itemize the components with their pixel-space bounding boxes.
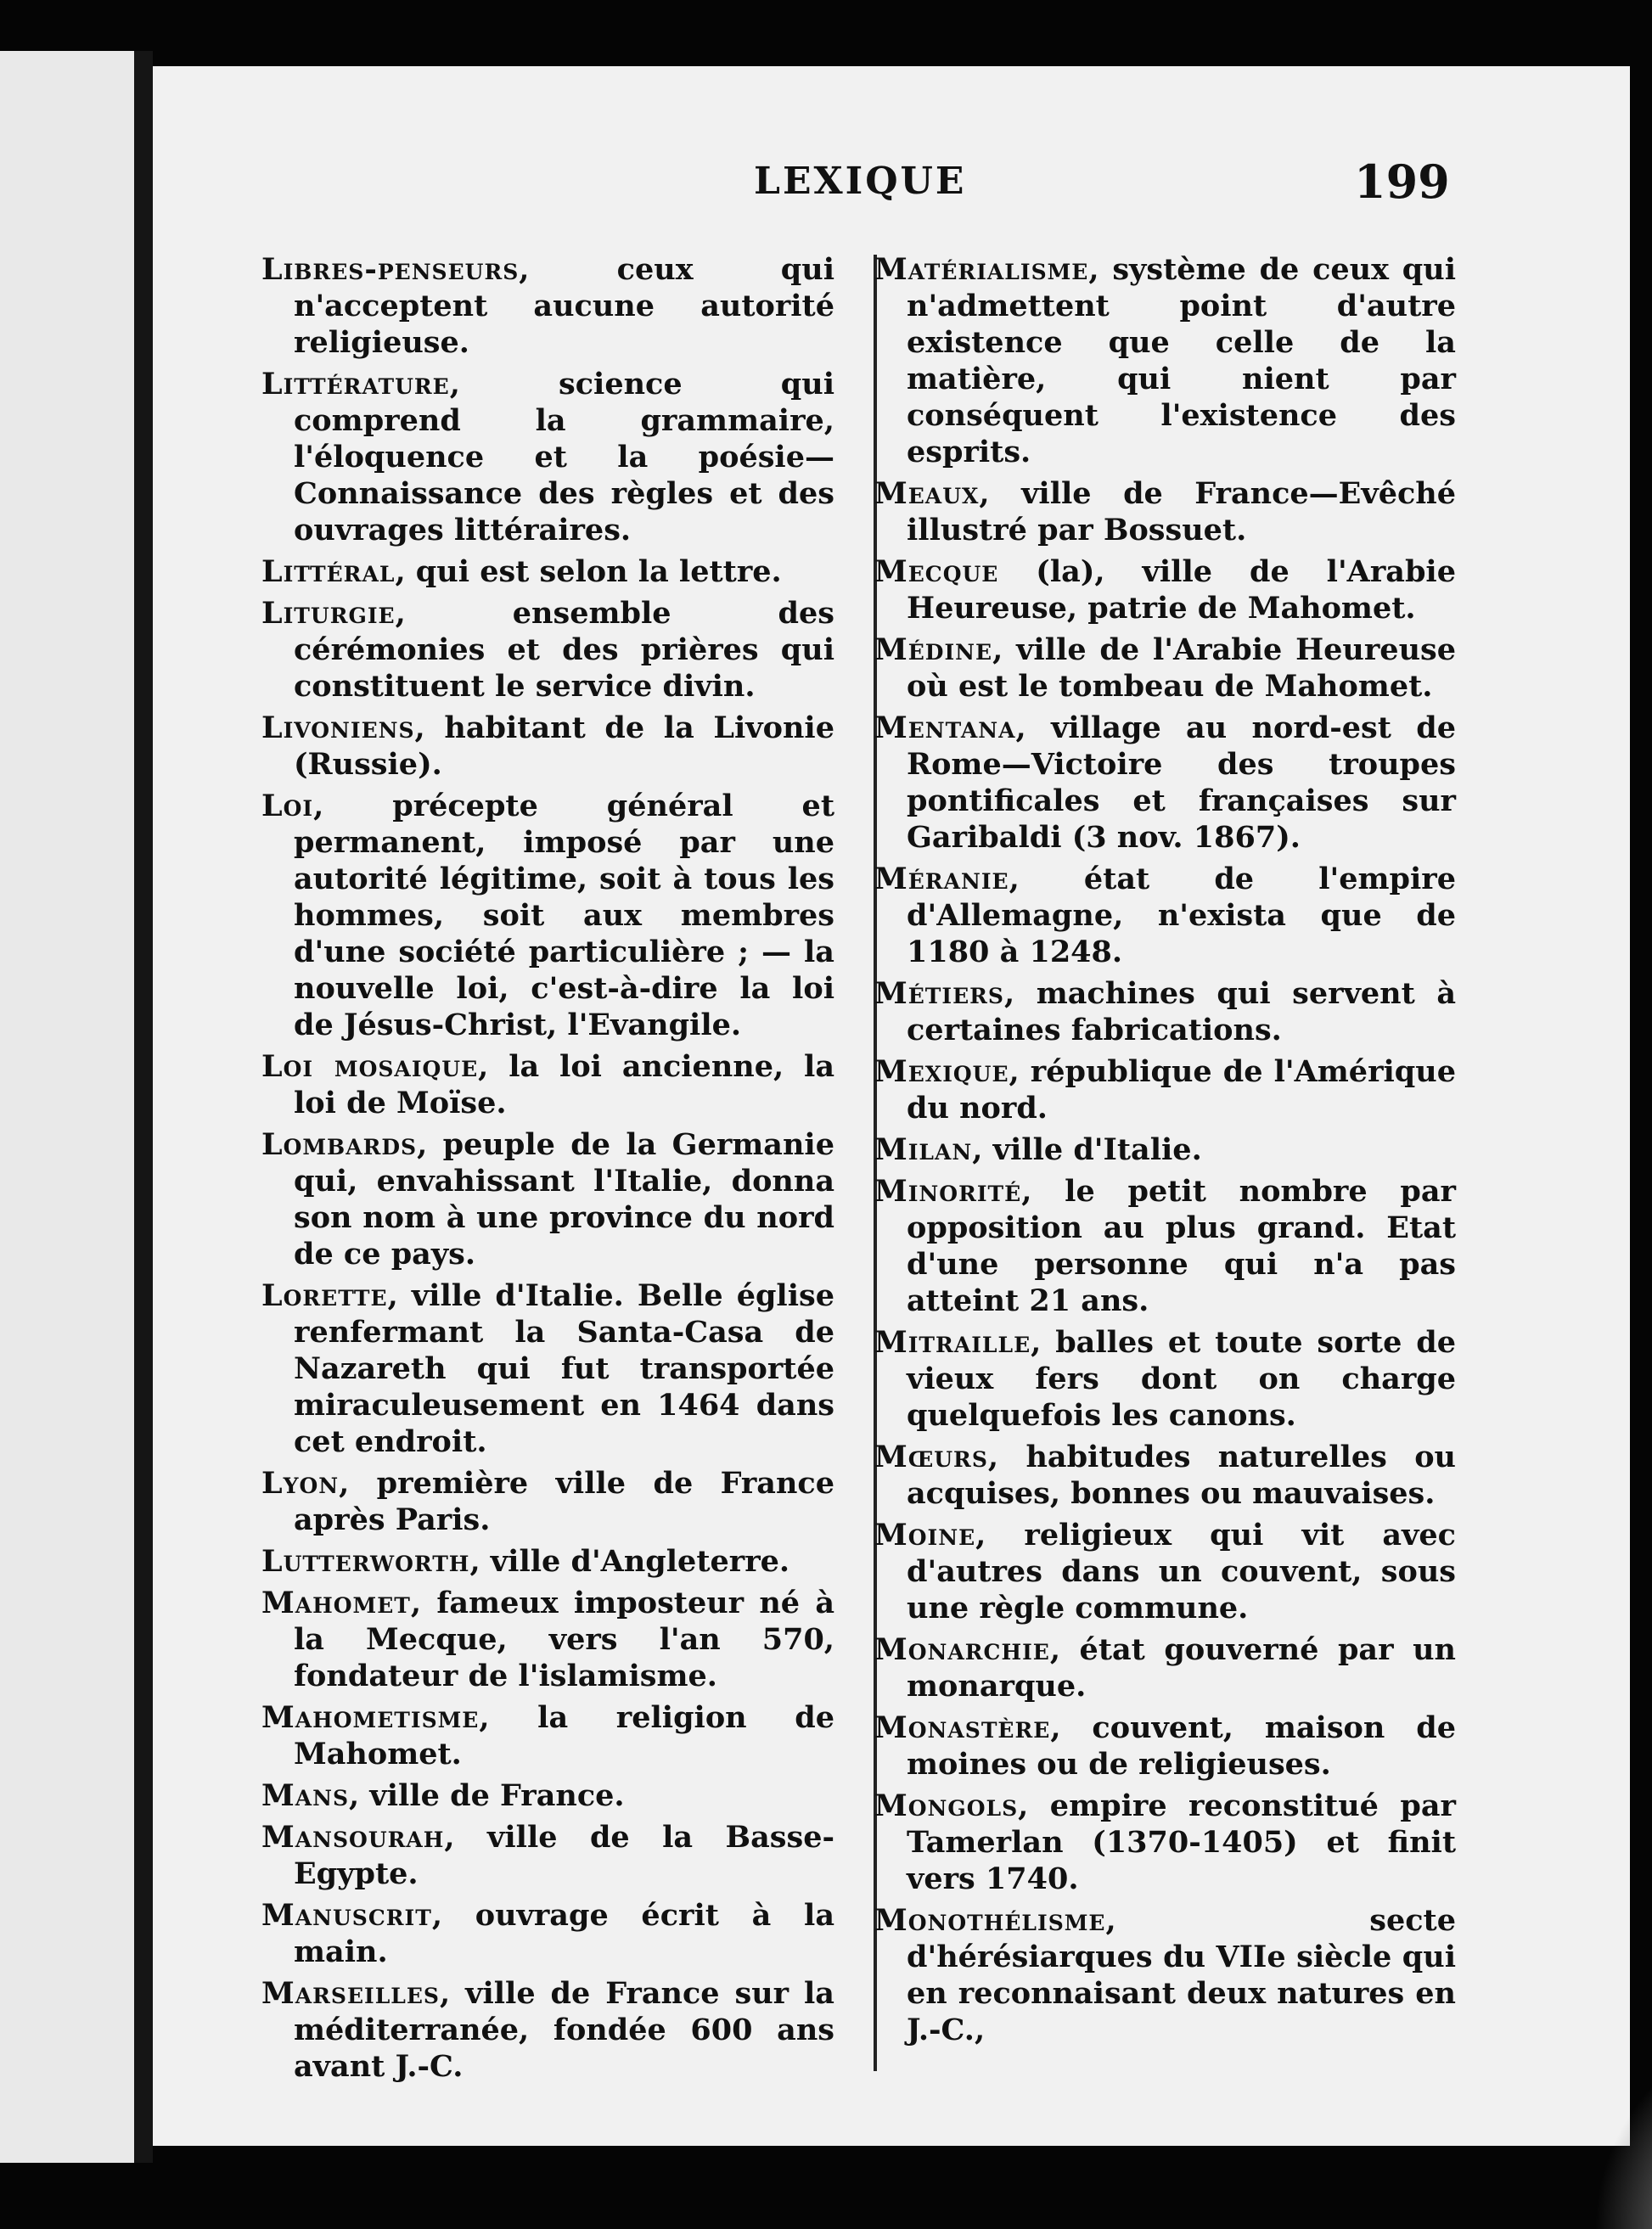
entry-definition: , état de l'empire d'Allemagne, n'exista que de 1180 à 1248. <box>907 862 1456 969</box>
left-column <box>261 251 834 2090</box>
entry-headword: Milan <box>874 1132 973 1167</box>
entry-definition: , ville d'Angleterre. <box>469 1544 790 1579</box>
entry-definition: , peuple de la Germanie qui, envahissant l'Italie, donna son nom à une province du nord de ce pays. <box>294 1127 834 1272</box>
entry-definition: , ville de l'Arabie Heureuse où est le tombeau de Mahomet. <box>907 632 1456 704</box>
entry-headword: Lutterworth <box>261 1544 470 1579</box>
entry-headword: Mans <box>261 1778 350 1813</box>
entry-headword: Lorette <box>261 1278 388 1313</box>
dictionary-entry <box>261 710 834 783</box>
entry-definition: , couvent, maison de moines ou de religieuses. <box>907 1710 1456 1782</box>
entry-headword: Métiers <box>874 976 1004 1011</box>
book-page <box>153 66 1630 2146</box>
entry-headword: Livoniens <box>261 710 415 745</box>
entry-definition: , ville de la Basse-Egypte. <box>294 1820 834 1891</box>
dictionary-entry <box>261 251 834 361</box>
entry-definition: , secte d'hérésiarques du VIIe siècle qui en reconnaisant deux natures en J.-C., <box>907 1903 1456 2047</box>
dictionary-entry <box>874 1902 1456 2048</box>
dictionary-entry <box>874 861 1456 970</box>
entry-headword: Mongols <box>874 1788 1019 1823</box>
dictionary-entry <box>261 1819 834 1892</box>
entry-definition: , machines qui servent à certaines fabrications. <box>907 976 1456 1047</box>
dictionary-entry <box>261 1126 834 1272</box>
entry-definition: , ouvrage écrit à la main. <box>294 1898 834 1969</box>
dictionary-entry <box>874 1710 1456 1783</box>
entry-definition: , ville de France. <box>349 1778 625 1813</box>
entry-definition: , habitudes naturelles ou acquises, bonnes ou mauvaises. <box>907 1440 1456 1511</box>
dictionary-entry <box>874 1788 1456 1897</box>
dictionary-entry <box>874 710 1456 856</box>
entry-definition: , science qui comprend la grammaire, l'éloquence et la poésie—Connaissance des règles et des ouvrages littéraires. <box>294 367 834 547</box>
dictionary-entry <box>261 366 834 548</box>
entry-definition: , balles et toute sorte de vieux fers dont on charge quelquefois les canons. <box>907 1325 1456 1433</box>
entry-headword: Lombards <box>261 1127 418 1162</box>
entry-definition: , ville d'Italie. Belle église renfermant la Santa-Casa de Nazareth qui fut transportée miraculeusement en 1464 dans cet endroit. <box>294 1278 834 1459</box>
dictionary-entry <box>261 788 834 1043</box>
dictionary-entry <box>874 975 1456 1048</box>
page-header <box>153 154 1630 227</box>
dictionary-entry <box>874 1053 1456 1126</box>
dictionary-entry <box>261 553 834 590</box>
entry-headword: Littéral <box>261 554 396 589</box>
dictionary-entry <box>261 1465 834 1538</box>
entry-definition: , habitant de la Livonie (Russie). <box>294 710 834 782</box>
entry-headword: Matérialisme <box>874 252 1089 287</box>
dictionary-entry <box>874 1631 1456 1704</box>
entry-headword: Moine <box>874 1518 976 1552</box>
page-corner-shadow <box>1596 2044 1652 2229</box>
dictionary-entry <box>261 1777 834 1814</box>
entry-headword: Meaux <box>874 476 980 511</box>
dictionary-entry <box>261 1699 834 1772</box>
entry-headword: Monothélisme <box>874 1903 1106 1938</box>
dictionary-entry <box>261 1543 834 1580</box>
entry-definition: , fameux imposteur né à la Mecque, vers l'an 570, fondateur de l'islamisme. <box>294 1586 834 1693</box>
entry-headword: Manuscrit <box>261 1898 432 1933</box>
dictionary-entry <box>874 1173 1456 1319</box>
entry-headword: Littérature <box>261 367 450 401</box>
entry-headword: Lyon <box>261 1466 340 1501</box>
dictionary-entry <box>261 1585 834 1694</box>
entry-definition: , la religion de Mahomet. <box>294 1700 834 1771</box>
dictionary-entry <box>874 553 1456 626</box>
entry-headword: Loi <box>261 789 314 823</box>
entry-headword: Mahometisme <box>261 1700 480 1735</box>
book-gutter <box>134 51 153 2163</box>
entry-definition: , première ville de France après Paris. <box>294 1466 834 1537</box>
entry-headword: Libres-penseurs <box>261 252 520 287</box>
entry-definition: , ensemble des cérémonies et des prières qui constituent le service divin. <box>294 596 834 704</box>
entry-definition: , système de ceux qui n'admettent point d'autre existence que celle de la matière, qui nient par conséquent l'existence des esprits. <box>907 252 1456 469</box>
entry-definition: , religieux qui vit avec d'autres dans un couvent, sous une règle commune. <box>907 1518 1456 1625</box>
dictionary-entry <box>261 1897 834 1970</box>
entry-headword: Mahomet <box>261 1586 411 1620</box>
entry-headword: Médine <box>874 632 993 667</box>
dictionary-entry <box>874 1517 1456 1626</box>
entry-headword: Mansourah <box>261 1820 445 1855</box>
entry-headword: Monastère <box>874 1710 1051 1745</box>
right-column <box>874 251 1456 2053</box>
entry-headword: Liturgie <box>261 596 396 631</box>
entry-headword: Méranie <box>874 862 1009 896</box>
dictionary-entry <box>261 1975 834 2085</box>
dictionary-entry <box>874 632 1456 705</box>
entry-headword: Mexique <box>874 1054 1009 1089</box>
entry-definition: , état gouverné par un monarque. <box>907 1632 1456 1704</box>
dictionary-entry <box>261 1048 834 1121</box>
entry-headword: Loi mosaique <box>261 1049 479 1084</box>
entry-headword: Mœurs <box>874 1440 988 1474</box>
dictionary-entry <box>874 1439 1456 1512</box>
entry-headword: Minorité <box>874 1174 1022 1209</box>
dictionary-entry <box>874 475 1456 548</box>
entry-headword: Mecque <box>874 554 999 589</box>
dictionary-entry <box>874 251 1456 470</box>
entry-definition: , qui est selon la lettre. <box>395 554 782 589</box>
entry-definition: , ceux qui n'acceptent aucune autorité religieuse. <box>294 252 834 360</box>
page-number: 199 <box>1354 154 1450 209</box>
entry-headword: Monarchie <box>874 1632 1050 1667</box>
entry-definition: , le petit nombre par opposition au plus grand. Etat d'une personne qui n'a pas atteint 21 ans. <box>907 1174 1456 1318</box>
entry-definition: , ville d'Italie. <box>972 1132 1202 1167</box>
dictionary-entry <box>261 1277 834 1460</box>
dictionary-entry <box>874 1131 1456 1168</box>
dictionary-entry <box>261 595 834 705</box>
entry-headword: Mitraille <box>874 1325 1031 1360</box>
entry-definition: , ville de France sur la méditerranée, fondée 600 ans avant J.-C. <box>294 1976 834 2084</box>
entry-definition: , ville de France—Evêché illustré par Bossuet. <box>907 476 1456 547</box>
entry-definition: , village au nord-est de Rome—Victoire des troupes pontificales et françaises sur Garibaldi (3 nov. 1867). <box>907 710 1456 855</box>
entry-definition: , la loi ancienne, la loi de Moïse. <box>294 1049 834 1120</box>
entry-definition: , précepte général et permanent, imposé par une autorité légitime, soit à tous les hommes, soit aux membres d'une société particulière ; — la nouvelle loi, c'est-à-dire la loi de Jésus-Christ, l'Evangile. <box>294 789 834 1042</box>
entry-definition: , empire reconstitué par Tamerlan (1370-1405) et finit vers 1740. <box>907 1788 1456 1896</box>
entry-headword: Mentana <box>874 710 1016 745</box>
entry-definition: (la), ville de l'Arabie Heureuse, patrie de Mahomet. <box>907 554 1456 626</box>
dictionary-entry <box>874 1324 1456 1434</box>
facing-page-edge <box>0 51 139 2163</box>
entry-headword: Marseilles <box>261 1976 440 2011</box>
running-head: LEXIQUE <box>754 160 967 203</box>
entry-definition: , république de l'Amérique du nord. <box>907 1054 1456 1126</box>
